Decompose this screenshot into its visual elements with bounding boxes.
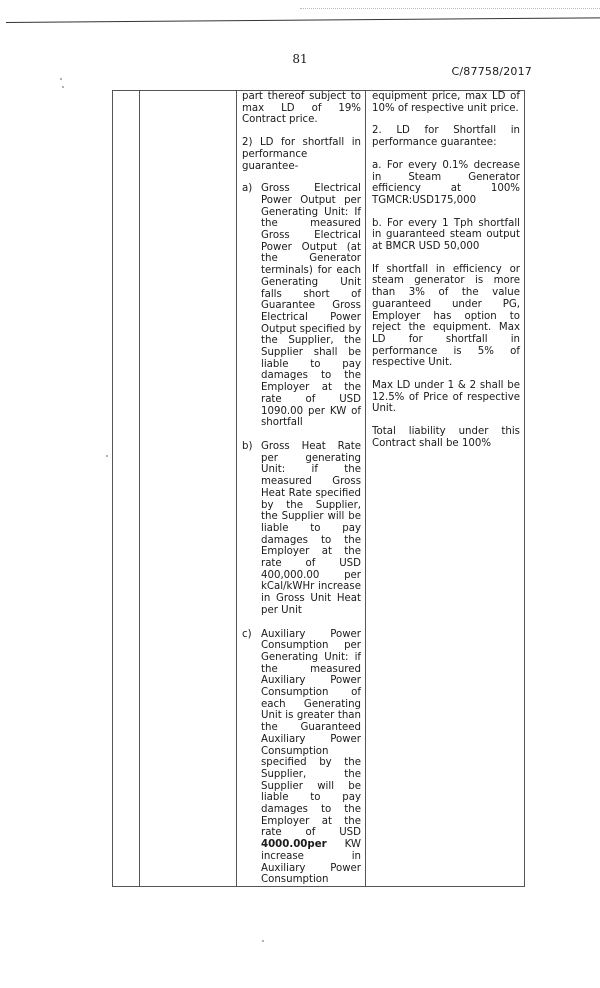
clause-cell: [140, 91, 237, 887]
item-text: [261, 629, 361, 886]
comparison-terms-cell: [366, 91, 525, 887]
item-marker: b): [242, 440, 253, 452]
serial-cell: [113, 91, 140, 887]
scan-speck: [106, 455, 108, 457]
header-rule: [6, 17, 600, 23]
item-marker: a): [242, 183, 253, 195]
ld-item-b: [242, 441, 361, 617]
scan-speck: [262, 940, 264, 942]
col4-max-ld: Max LD under 1 & 2 shall be 12.5% of Price of respective Unit.: [372, 380, 520, 415]
col4-item-a: a. For every 0.1% decrease in Steam Generator efficiency at 100% TGMCR:USD175,000: [372, 159, 520, 206]
scan-speck: [62, 86, 64, 88]
item-text-part: KW increase in Auxiliary Power Consumption: [261, 839, 361, 886]
col4-item-b: b. For every 1 Tph shortfall in guaranteed steam output at BMCR USD 50,000: [372, 217, 520, 253]
col3-intro: part thereof subject to max LD of 19% Contract price.: [242, 91, 361, 126]
item-marker: c): [242, 628, 252, 640]
col4-reject-clause: If shortfall in efficiency or steam generator is more than 3% of the value guaranteed under PG, Employer has option to reject the equipment. Max LD for shortfall in performance is 5% of respective Unit.: [372, 263, 520, 369]
ld-item-c: [242, 629, 361, 886]
table-row: [113, 91, 525, 887]
col4-total-liability: Total liability under this Contract shall be 100%: [372, 426, 520, 449]
scan-artifact-line: [300, 8, 600, 9]
ld-item-a: [242, 183, 361, 429]
item-text: Gross Electrical Power Output per Generating Unit: If the measured Gross Electrical Power Output (at the Generator terminals) for each Generating Unit falls short of Guarantee Gross Electrical Power Output specified by the Supplier, the Supplier shall be liable to pay damages to the Employer at the rate of USD 1090.00 per KW of shortfall: [261, 183, 361, 429]
page-number: 81: [292, 52, 308, 66]
liquidated-damages-table: [112, 90, 525, 887]
contract-terms-cell: [237, 91, 366, 887]
item-text-part: Auxiliary Power Consumption per Generating Unit: if the measured Auxiliary Power Consumption of each Generating Unit is greater than the Guaranteed Auxiliary Power Consumption specified by the Supplier, the Supplier will be liable to pay damages to the Employer at the rate of USD: [261, 628, 361, 839]
item-text: Gross Heat Rate per generating Unit: if the measured Gross Heat Rate specified by the Supplier, the Supplier will be liable to pay damages to the Employer at the rate of USD 400,000.00 per kCal/kWHr increase in Gross Unit Heat per Unit: [261, 440, 361, 616]
col4-intro: equipment price, max LD of 10% of respective unit price.: [372, 91, 520, 114]
item-rate-value: 4000.00per: [261, 839, 327, 851]
col4-section2-heading: 2. LD for Shortfall in performance guarantee:: [372, 125, 520, 149]
scan-speck: [60, 78, 62, 80]
col3-section2-heading: 2) LD for shortfall in performance guarantee-: [242, 137, 361, 172]
document-reference: C/87758/2017: [451, 65, 532, 78]
